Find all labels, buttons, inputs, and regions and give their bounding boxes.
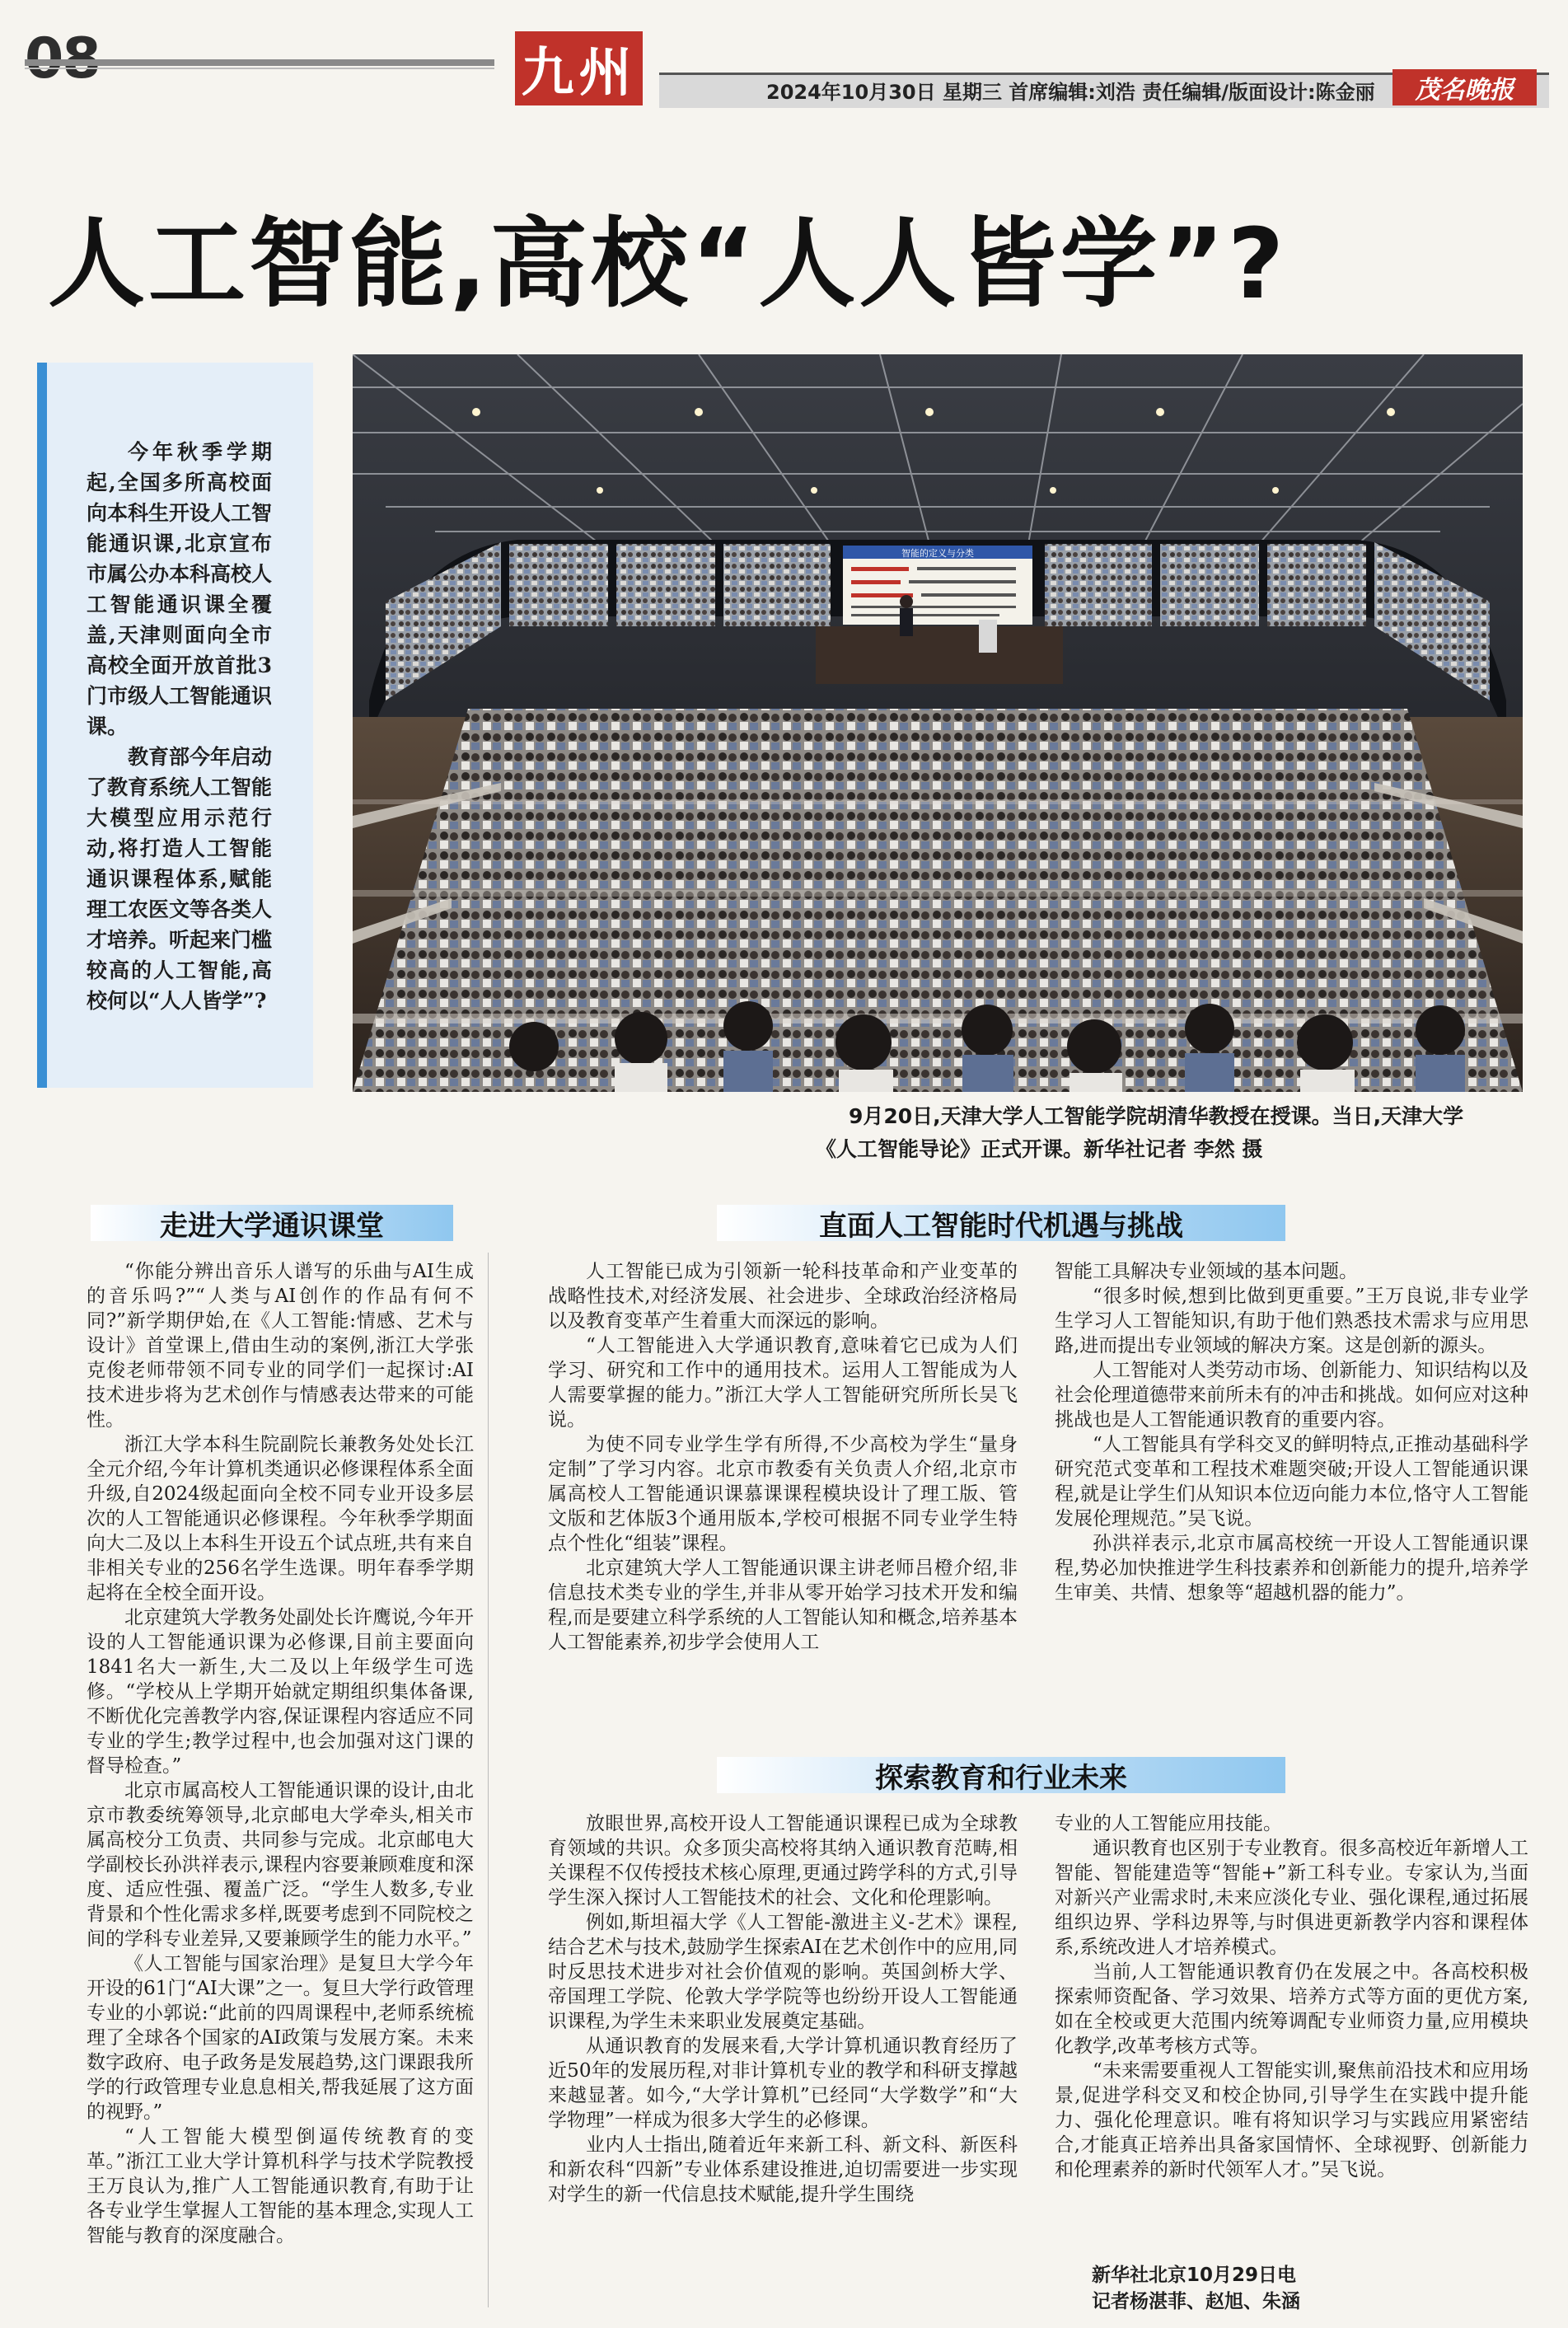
section3-body-left — [548, 1811, 1018, 2207]
intro-text — [87, 437, 272, 1016]
masthead-logo: 茂名晚报 — [1392, 69, 1537, 105]
section-header-3: 探索教育和行业未来 — [717, 1757, 1285, 1793]
paragraph: 放眼世界,高校开设人工智能通识课程已成为全球教育领域的共识。众多顶尖高校将其纳入通识教育范畴,相关课程不仅传授技术核心原理,更通过跨学科的方式,引导学生深入探讨人工智能技术的社会、文化和伦理影响。 — [548, 1813, 1018, 1909]
paragraph: 人工智能对人类劳动市场、创新能力、知识结构以及社会伦理道德带来前所未有的冲击和挑战。如何应对这种挑战也是人工智能通识教育的重要内容。 — [1055, 1360, 1528, 1431]
paragraph: 浙江大学本科生院副院长兼教务处处长江全元介绍,今年计算机类通识必修课程体系全面升级,自2024级起面向全校不同专业开设多层次的人工智能通识必修课程。今年秋季学期面向大二及以上本科生开设五个试点班,共有来自非相关专业的256名学生选课。明年春季学期起将在全校全面开设。 — [87, 1434, 474, 1604]
byline — [1092, 2262, 1300, 2315]
paragraph: “人工智能进入大学通识教育,意味着它已成为人们学习、研究和工作中的通用技术。运用人工智能成为人人需要掌握的能力。”浙江大学人工智能研究所所长吴飞说。 — [548, 1335, 1018, 1431]
photo-caption — [816, 1100, 1524, 1166]
paragraph: “人工智能具有学科交叉的鲜明特点,正推动基础科学研究范式变革和工程技术难题突破;开设人工智能通识课程,就是让学生们从知识本位迈向能力本位,恪守人工智能发展伦理规范。”吴飞说。 — [1055, 1434, 1528, 1529]
section2-body-right — [1055, 1259, 1528, 1605]
paragraph: 从通识教育的发展来看,大学计算机通识教育经历了近50年的发展历程,对非计算机专业的教学和科研支撑越来越显著。如今,“大学计算机”已经同“大学数学”和“大学物理”一样成为很多大学生的必修课。 — [548, 2035, 1018, 2131]
paragraph: 北京建筑大学教务处副处长许鹰说,今年开设的人工智能通识课为必修课,目前主要面向1841名大一新生,大二及以上年级学生可选修。“学校从上学期开始就定期组织集体备课,不断优化完善教学内容,保证课程内容适应不同专业的学生;教学过程中,也会加强对这门课的督导检查。” — [87, 1607, 474, 1777]
paragraph: “你能分辨出音乐人谱写的乐曲与AI生成的音乐吗?”“人类与AI创作的作品有何不同?”新学期伊始,在《人工智能:情感、艺术与设计》首堂课上,借由生动的案例,浙江大学张克俊老师带领不同专业的同学们一起探讨:AI技术进步将为艺术创作与情感表达带来的可能性。 — [87, 1261, 474, 1431]
section-logo: 九州 — [515, 31, 643, 105]
section-header-2: 直面人工智能时代机遇与挑战 — [717, 1205, 1285, 1241]
byline-line: 新华社北京10月29日电 — [1092, 2265, 1297, 2286]
byline-line: 记者杨湛菲、赵旭、朱涵 — [1092, 2291, 1300, 2312]
paragraph: 业内人士指出,随着近年来新工科、新文科、新医科和新农科“四新”专业体系建设推进,迫切需要进一步实现对学生的新一代信息技术赋能,提升学生围绕 — [548, 2134, 1018, 2205]
paragraph: 北京建筑大学人工智能通识课主讲老师吕橙介绍,非信息技术类专业的学生,并非从零开始学习技术开发和编程,而是要建立科学系统的人工智能认知和概念,培养基本人工智能素养,初步学会使用人工 — [548, 1557, 1018, 1653]
paragraph: 通识教育也区别于专业教育。很多高校近年新增人工智能、智能建造等“智能+”新工科专业。专家认为,当面对新兴产业需求时,未来应淡化专业、强化课程,通过拓展组织边界、学科边界等,与时俱进更新教学内容和课程体系,系统改进人才培养模式。 — [1055, 1838, 1528, 1958]
paragraph: “未来需要重视人工智能实训,聚焦前沿技术和应用场景,促进学科交叉和校企协同,引导学生在实践中提升能力、强化伦理意识。唯有将知识学习与实践应用紧密结合,才能真正培养出具备家国情怀、全球视野、创新能力和伦理素养的新时代领军人才。”吴飞说。 — [1055, 2060, 1528, 2180]
section2-body-left — [548, 1259, 1018, 1655]
paragraph-continuation: 专业的人工智能应用技能。 — [1055, 1813, 1282, 1834]
caption-line: 《人工智能导论》正式开课。新华社记者 李然 摄 — [816, 1137, 1263, 1161]
header-info: 2024年10月30日 星期三 首席编辑:刘浩 责任编辑/版面设计:陈金丽 — [766, 81, 1375, 104]
paragraph: 《人工智能与国家治理》是复旦大学今年开设的61门“AI大课”之一。复旦大学行政管理专业的小郭说:“此前的四周课程中,老师系统梳理了全球各个国家的AI政策与发展方案。未来数字政府、电子政务是发展趋势,这门课跟我所学的行政管理专业息息相关,帮我延展了这方面的视野。” — [87, 1953, 474, 2123]
header-rule-thin — [25, 68, 494, 69]
lecture-hall-photo — [353, 354, 1523, 1092]
paragraph: 孙洪祥表示,北京市属高校统一开设人工智能通识课程,势必加快推进学生科技素养和创新能力的提升,培养学生审美、共情、想象等“超越机器的能力”。 — [1055, 1533, 1528, 1604]
section-header-1: 走进大学通识课堂 — [91, 1205, 453, 1241]
intro-paragraph: 今年秋季学期起,全国多所高校面向本科生开设人工智能通识课,北京宣布市属公办本科高校人工智能通识课全覆盖,天津则面向全市高校全面开放首批3门市级人工智能通识课。 — [87, 440, 273, 738]
section1-body — [87, 1259, 474, 2248]
column-divider — [488, 1253, 489, 2307]
paragraph: 为使不同专业学生学有所得,不少高校为学生“量身定制”了学习内容。北京市教委有关负责人介绍,北京市属高校人工智能通识课慕课课程模块设计了理工版、管文版和艺体版3个通用版本,学校可根据不同专业学生特点个性化“组装”课程。 — [548, 1434, 1018, 1554]
paragraph: “很多时候,想到比做到更重要。”王万良说,非专业学生学习人工智能知识,有助于他们熟悉技术需求与应用思路,进而提出专业领域的解决方案。这是创新的源头。 — [1055, 1286, 1528, 1356]
paragraph: 当前,人工智能通识教育仍在发展之中。各高校积极探索师资配备、学习效果、培养方式等方面的更优方案,如在全校或更大范围内统筹调配专业师资力量,应用模块化教学,改革考核方式等。 — [1055, 1961, 1528, 2057]
intro-paragraph: 教育部今年启动了教育系统人工智能大模型应用示范行动,将打造人工智能通识课程体系,赋能理工农医文等各类人才培养。听起来门槛较高的人工智能,高校何以“人人皆学”? — [87, 745, 273, 1013]
headline: 人工智能,高校“人人皆学”? — [48, 207, 1288, 321]
paragraph: 北京市属高校人工智能通识课的设计,由北京市教委统筹领导,北京邮电大学牵头,相关市属高校分工负责、共同参与完成。北京邮电大学副校长孙洪祥表示,课程内容要兼顾难度和深度、适应性强、覆盖广泛。“学生人数多,专业背景和个性化需求多样,既要考虑到不同院校之间的学科专业差异,又要兼顾学生的能力水平。” — [87, 1780, 474, 1950]
header-rule — [25, 59, 494, 66]
paragraph: 例如,斯坦福大学《人工智能-激进主义-艺术》课程,结合艺术与技术,鼓励学生探索AI在艺术创作中的应用,同时反思技术进步对社会价值观的影响。英国剑桥大学、帝国理工学院、伦敦大学学院等也纷纷开设人工智能通识课程,为学生未来职业发展奠定基础。 — [548, 1912, 1018, 2032]
slide-title: 智能的定义与分类 — [901, 548, 974, 559]
lecture-hall-illustration — [353, 354, 1523, 1092]
caption-line: 9月20日,天津大学人工智能学院胡清华教授在授课。当日,天津大学 — [849, 1104, 1464, 1128]
paragraph: 人工智能已成为引领新一轮科技革命和产业变革的战略性技术,对经济发展、社会进步、全球政治经济格局以及教育变革产生着重大而深远的影响。 — [548, 1261, 1018, 1332]
paragraph: “人工智能大模型倒逼传统教育的变革。”浙江工业大学计算机科学与技术学院教授王万良认为,推广人工智能通识教育,有助于让各专业学生掌握人工智能的基本理念,实现人工智能与教育的深度融合。 — [87, 2126, 474, 2246]
section3-body-right — [1055, 1811, 1528, 2182]
paragraph-continuation: 智能工具解决专业领域的基本问题。 — [1055, 1261, 1358, 1282]
